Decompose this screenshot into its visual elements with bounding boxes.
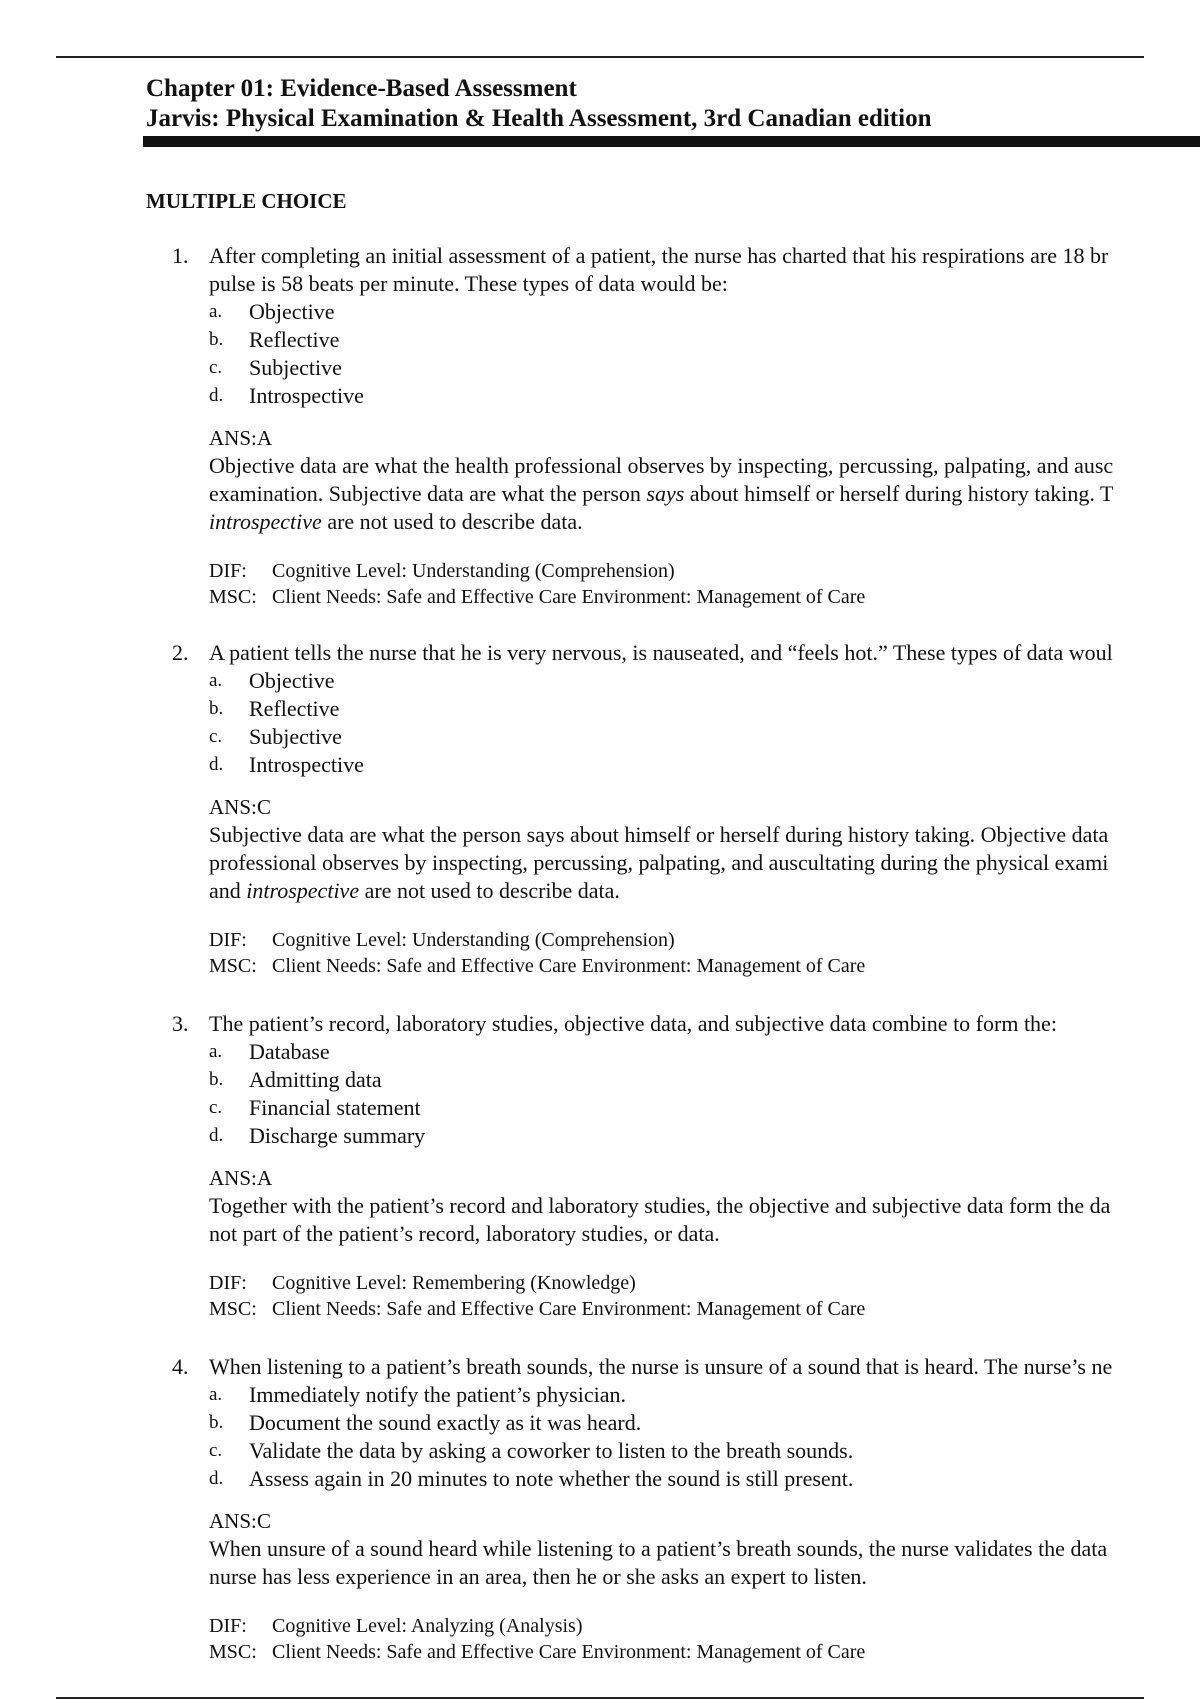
question-meta bbox=[209, 558, 1200, 610]
options-list bbox=[209, 1381, 1200, 1493]
option-b: b. Admitting data bbox=[209, 1067, 382, 1092]
difficulty-line: DIF: Cognitive Level: Understanding (Comprehension) bbox=[209, 929, 675, 951]
section-title: MULTIPLE CHOICE bbox=[146, 189, 347, 213]
question-4 bbox=[172, 1353, 1200, 1665]
options-list bbox=[209, 1038, 1200, 1150]
option-a: a. Objective bbox=[209, 668, 335, 693]
client-needs-line: MSC: Client Needs: Safe and Effective Care Environment: Management of Care bbox=[209, 586, 866, 608]
stem-line: When listening to a patient’s breath sounds, the nurse is unsure of a sound that is heard. The nurse’s ne bbox=[209, 1354, 1113, 1379]
answer-letter: A bbox=[257, 426, 273, 450]
answer-block bbox=[209, 424, 1200, 536]
stem-line: A patient tells the nurse that he is very nervous, is nauseated, and “feels hot.” These types of data woul bbox=[209, 640, 1113, 665]
answer-line: ANS:A bbox=[209, 426, 273, 450]
difficulty-line: DIF: Cognitive Level: Understanding (Comprehension) bbox=[209, 560, 675, 582]
difficulty-line: DIF: Cognitive Level: Remembering (Knowledge) bbox=[209, 1272, 636, 1294]
options-list bbox=[209, 298, 1200, 410]
options-list bbox=[209, 667, 1200, 779]
question-meta bbox=[209, 927, 1200, 979]
document-header bbox=[146, 74, 1200, 134]
question-stem bbox=[172, 1010, 1200, 1038]
book-title: Jarvis: Physical Examination & Health Assessment, 3rd Canadian edition bbox=[146, 105, 932, 132]
question-1 bbox=[172, 242, 1200, 610]
answer-line: ANS:A bbox=[209, 1166, 273, 1190]
option-b: b. Document the sound exactly as it was heard. bbox=[209, 1410, 642, 1435]
header-divider bbox=[143, 136, 1200, 147]
option-d: d. Discharge summary bbox=[209, 1123, 426, 1148]
bottom-rule bbox=[56, 1697, 1144, 1699]
stem-line: pulse is 58 beats per minute. These types of data would be: bbox=[209, 271, 728, 296]
option-b: b. Reflective bbox=[209, 327, 340, 352]
rationale: Together with the patient’s record and laboratory studies, the objective and subjective data form the da not part of the patient’s record, laboratory studies, or data. bbox=[209, 1193, 1111, 1246]
answer-block bbox=[209, 1507, 1200, 1591]
answer-block bbox=[209, 793, 1200, 905]
chapter-title: Chapter 01: Evidence-Based Assessment bbox=[146, 75, 577, 102]
client-needs-line: MSC: Client Needs: Safe and Effective Care Environment: Management of Care bbox=[209, 1298, 866, 1320]
question-number: 3. bbox=[172, 1011, 189, 1036]
rationale: Subjective data are what the person says about himself or herself during history taking. Objective data professional observes by inspecting, percussing, palpating, and auscultating during the physical exami and introspective are not used to describe data. bbox=[209, 822, 1109, 903]
client-needs-line: MSC: Client Needs: Safe and Effective Care Environment: Management of Care bbox=[209, 1641, 866, 1663]
stem-line: The patient’s record, laboratory studies, objective data, and subjective data combine to form the: bbox=[209, 1011, 1057, 1036]
answer-letter: C bbox=[257, 1509, 272, 1533]
client-needs-line: MSC: Client Needs: Safe and Effective Care Environment: Management of Care bbox=[209, 955, 866, 977]
option-d: d. Assess again in 20 minutes to note whether the sound is still present. bbox=[209, 1466, 854, 1491]
answer-letter: C bbox=[257, 795, 272, 819]
option-d: d. Introspective bbox=[209, 752, 364, 777]
option-a: a. Immediately notify the patient’s physician. bbox=[209, 1382, 626, 1407]
question-number: 2. bbox=[172, 640, 189, 665]
question-stem bbox=[172, 1353, 1200, 1381]
question-meta bbox=[209, 1613, 1200, 1665]
question-meta bbox=[209, 1270, 1200, 1322]
top-rule bbox=[56, 56, 1144, 58]
option-d: d. Introspective bbox=[209, 383, 364, 408]
question-number: 1. bbox=[172, 243, 189, 268]
question-stem bbox=[172, 639, 1200, 667]
answer-line: ANS:C bbox=[209, 1509, 272, 1533]
question-2 bbox=[172, 639, 1200, 979]
stem-line: After completing an initial assessment of a patient, the nurse has charted that his respirations are 18 br bbox=[209, 243, 1109, 268]
option-c: c. Subjective bbox=[209, 724, 342, 749]
option-c: c. Financial statement bbox=[209, 1095, 421, 1120]
question-stem bbox=[172, 242, 1200, 298]
option-c: c. Validate the data by asking a coworker to listen to the breath sounds. bbox=[209, 1438, 854, 1463]
option-c: c. Subjective bbox=[209, 355, 342, 380]
answer-line: ANS:C bbox=[209, 795, 272, 819]
question-number: 4. bbox=[172, 1354, 189, 1379]
rationale: When unsure of a sound heard while listening to a patient’s breath sounds, the nurse validates the data nurse has less experience in an area, then he or she asks an expert to listen. bbox=[209, 1536, 1108, 1589]
difficulty-line: DIF: Cognitive Level: Analyzing (Analysis) bbox=[209, 1615, 583, 1637]
rationale: Objective data are what the health professional observes by inspecting, percussing, palpating, and ausc examination. Subjective data are what the person says about himself or herself during history taking. T introspective are not used to describe data. bbox=[209, 453, 1114, 534]
option-a: a. Objective bbox=[209, 299, 335, 324]
answer-letter: A bbox=[257, 1166, 273, 1190]
option-b: b. Reflective bbox=[209, 696, 340, 721]
question-3 bbox=[172, 1010, 1200, 1322]
answer-block bbox=[209, 1164, 1200, 1248]
option-a: a. Database bbox=[209, 1039, 330, 1064]
